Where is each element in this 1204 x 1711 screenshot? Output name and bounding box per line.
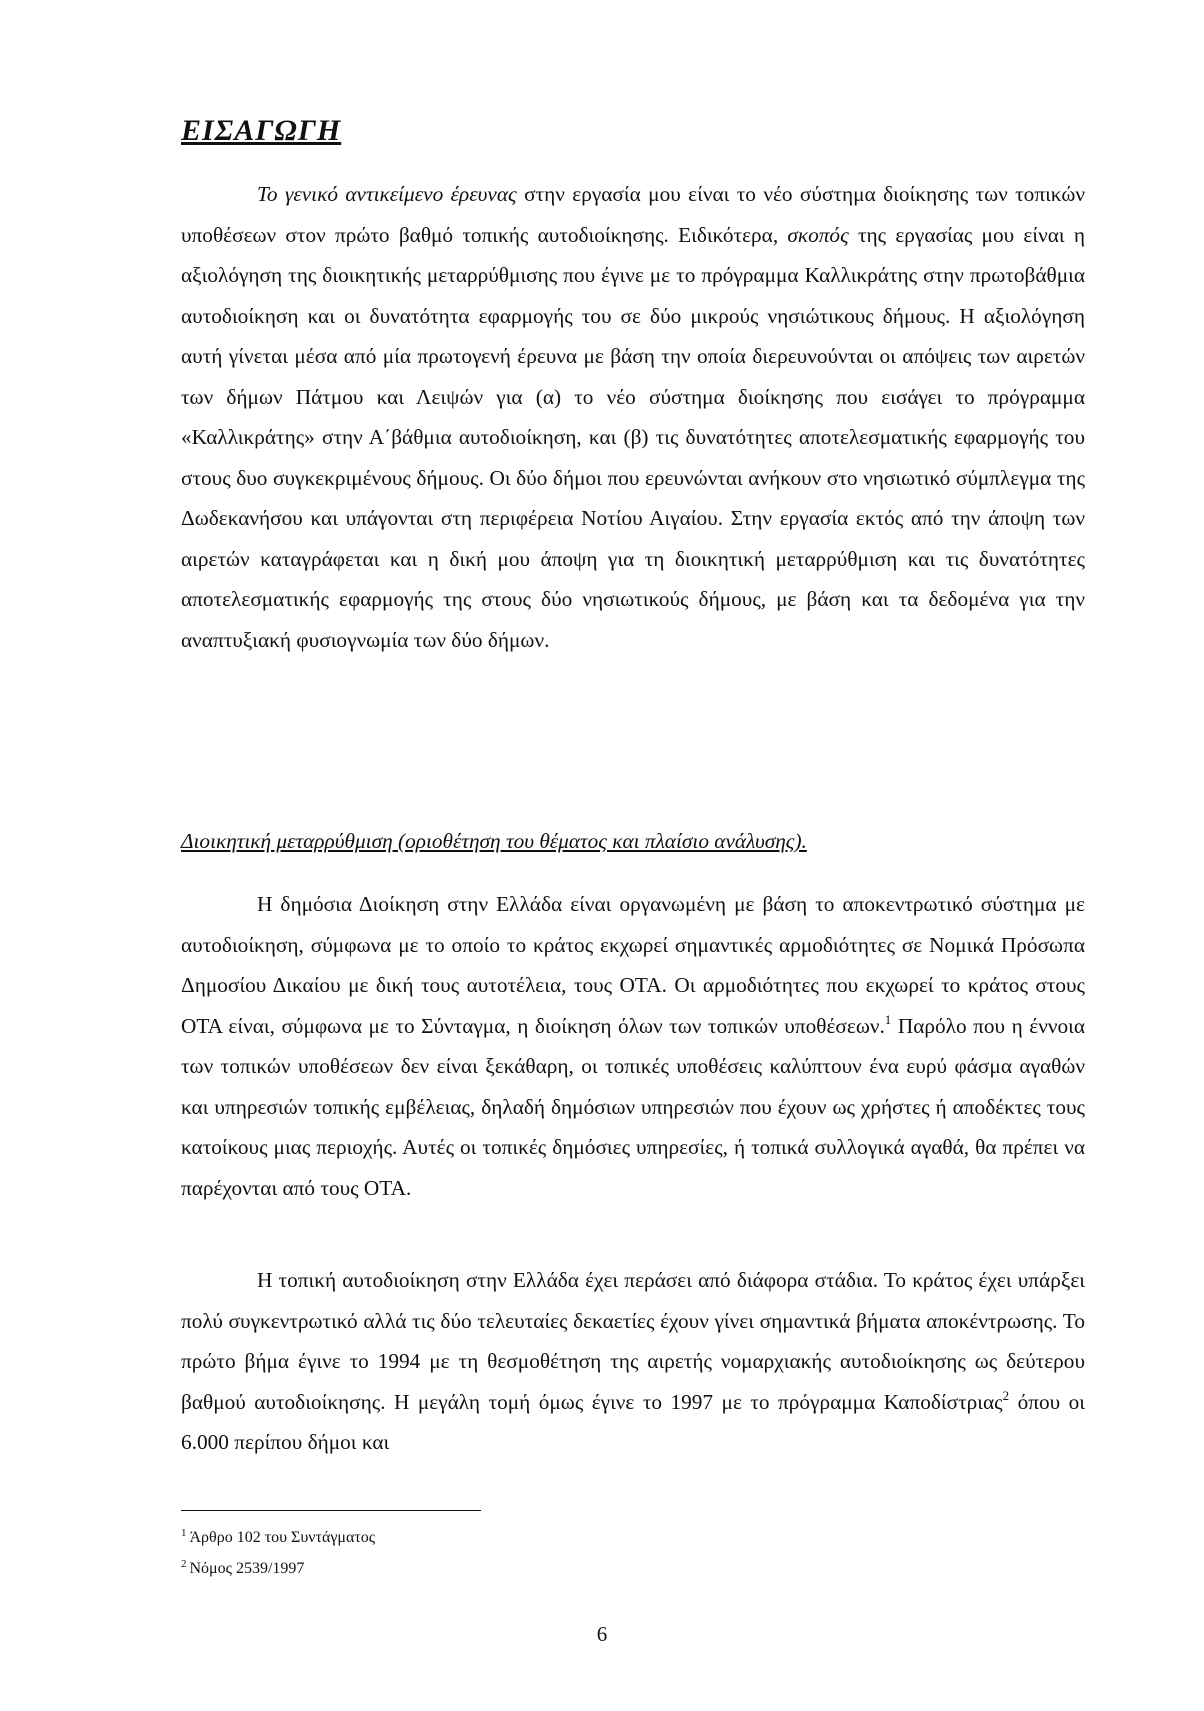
purpose-word: σκοπός <box>787 222 849 247</box>
section-heading: ΕΙΣΑΓΩΓΗ <box>181 114 342 147</box>
footnote-text: Άρθρο 102 του Συντάγματος <box>189 1529 376 1546</box>
footnote-item <box>181 1551 375 1582</box>
subsection-heading: Διοικητική μεταρρύθμιση (οριοθέτηση του θέματος και πλαίσιο ανάλυσης). <box>181 829 807 853</box>
admin-text-part-a: Η δημόσια Διοίκηση στην Ελλάδα είναι οργανωμένη με βάση το αποκεντρωτικό σύστημα με αυτοδιοίκηση, σύμφωνα με το οποίο το κράτος εκχωρεί σημαντικές αρμοδιότητες σε Νομικά Πρόσωπα Δημοσίου Δικαίου με δική τους αυτοτέλεια, τους ΟΤΑ. Οι αρμοδιότητες που εκχωρεί το κράτος στους ΟΤΑ είναι, σύμφωνα με το Σύνταγμα, η διοίκηση όλων των τοπικών υποθέσεων. <box>181 892 1085 1038</box>
footnote-ref-1[interactable]: 1 <box>884 1011 892 1027</box>
footnote-text: Νόμος 2539/1997 <box>189 1560 305 1577</box>
page-number: 6 <box>596 1622 608 1646</box>
intro-text-part-a: στην εργασία μου είναι το νέο σύστημα διοίκησης των τοπικών υποθέσεων στον πρώτο βαθμό τοπικής αυτοδιοίκησης. Ειδικότερα, <box>181 182 1085 247</box>
footnote-item <box>181 1520 375 1551</box>
footnote-number: 1 <box>181 1527 187 1539</box>
footnote-number: 2 <box>181 1558 187 1570</box>
intro-text-part-b: της εργασίας μου είναι η αξιολόγηση της διοικητικής μεταρρύθμισης που έγινε με το πρόγραμμα Καλλικράτης στην πρωτοβάθμια αυτοδιοίκηση και οι δυνατότητα εφαρμογής του σε δύο μικρούς νησιώτικους δήμους. Η αξιολόγηση αυτή γίνεται μέσα από μία πρωτογενή έρευνα με βάση την οποία διερευνούνται οι απόψεις των αιρετών των δήμων Πάτμου και Λειψών για (α) το νέο σύστημα διοίκησης που εισάγει το πρόγραμμα «Καλλικράτης» στην Α΄βάθμια αυτοδιοίκηση, και (β) τις δυνατότητες αποτελεσματικής εφαρμογής του στους δυο συγκεκριμένους δήμους. Οι δύο δήμοι που ερευνώνται ανήκουν στο νησιωτικό σύμπλεγμα της Δωδεκανήσου και υπάγονται στη περιφέρεια Νοτίου Αιγαίου. Στην εργασία εκτός από την άποψη των αιρετών καταγράφεται και η δική μου άποψη για τη διοικητική μεταρρύθμιση και τις δυνατότητες αποτελεσματικής εφαρμογής της στους δύο νησιωτικούς δήμους, με βάση και τα δεδομένα για την αναπτυξιακή φυσιογνωμία των δύο δήμων. <box>181 222 1085 652</box>
history-text-part-b: όπου οι 6.000 περίπου δήμοι και <box>181 1389 1085 1454</box>
administration-paragraph <box>181 884 1085 1208</box>
admin-text-part-b: Παρόλο που η έννοια των τοπικών υποθέσεων δεν είναι ξεκάθαρη, οι τοπικές υποθέσεις καλύπτουν ένα ευρύ φάσμα αγαθών και υπηρεσιών τοπικής εμβέλειας, δηλαδή δημόσιων υπηρεσιών που έχουν ως χρήστες ή αποδέκτες τους κατοίκους μιας περιοχής. Αυτές οι τοπικές δημόσιες υπηρεσίες, ή τοπικά συλλογικά αγαθά, θα πρέπει να παρέχονται από τους ΟΤΑ. <box>181 1013 1085 1200</box>
footnote-ref-2[interactable]: 2 <box>1002 1387 1010 1403</box>
history-paragraph <box>181 1260 1085 1463</box>
footnote-divider <box>181 1510 481 1511</box>
intro-paragraph <box>181 174 1085 660</box>
history-text-part-a: Η τοπική αυτοδιοίκηση στην Ελλάδα έχει περάσει από διάφορα στάδια. Το κράτος έχει υπάρξει πολύ συγκεντρωτικό αλλά τις δύο τελευταίες δεκαετίες έχουν γίνει σημαντικά βήματα αποκέντρωσης. Το πρώτο βήμα έγινε το 1994 με τη θεσμοθέτηση της αιρετής νομαρχιακής αυτοδιοίκησης ως δεύτερου βαθμού αυτοδιοίκησης. Η μεγάλη τομή όμως έγινε το 1997 με το πρόγραμμα Καποδίστριας <box>181 1268 1085 1414</box>
research-object-phrase: Το γενικό αντικείμενο έρευνας <box>257 182 517 206</box>
footnotes-list <box>181 1520 375 1582</box>
